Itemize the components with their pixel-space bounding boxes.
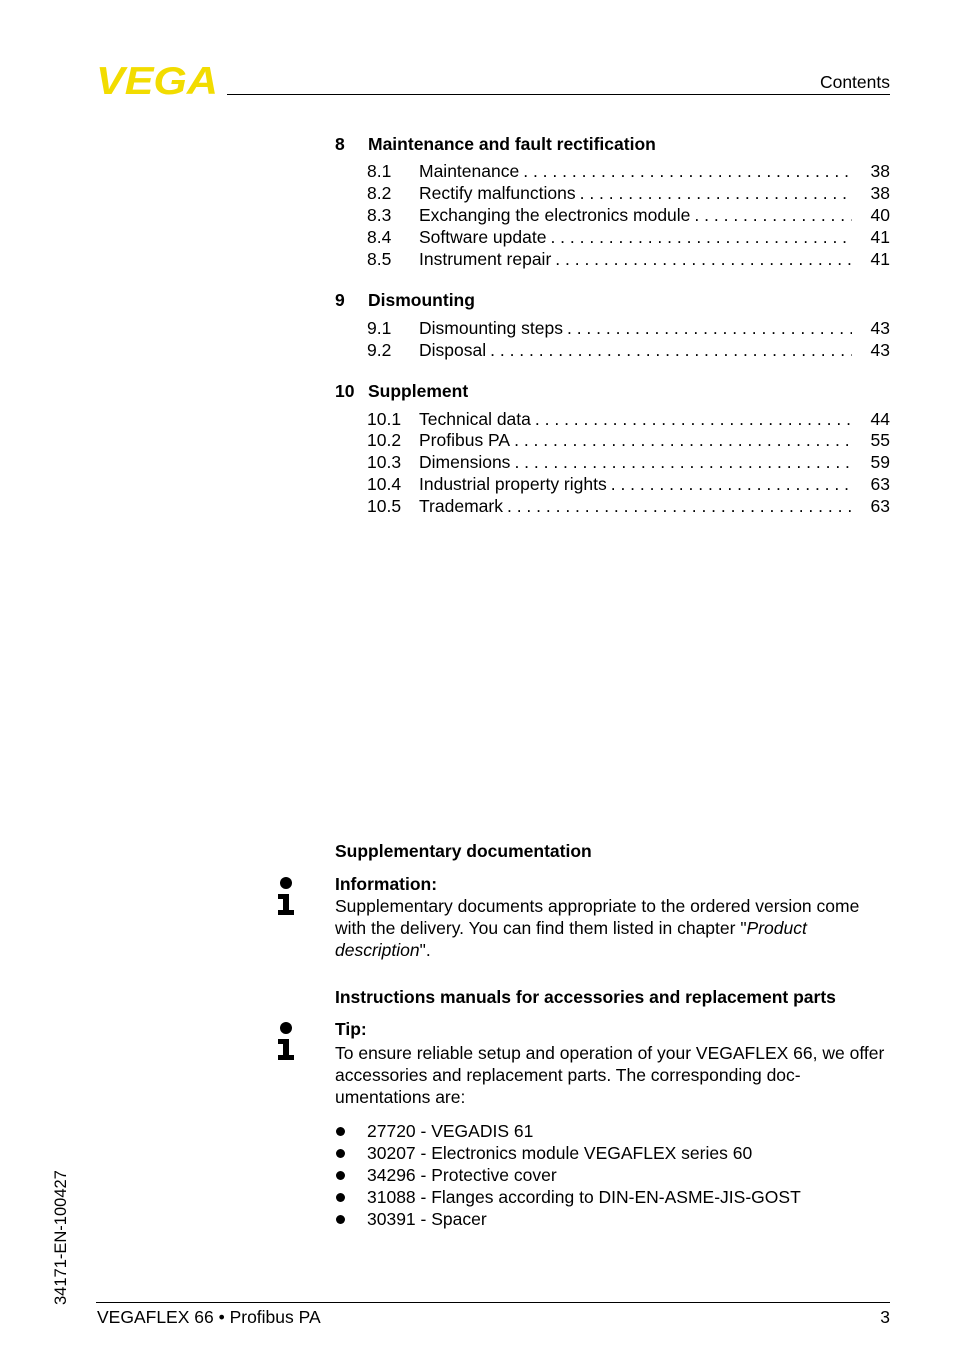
toc-entry-title: Profibus PA — [419, 430, 514, 451]
toc-entry-title: Industrial property rights — [419, 474, 611, 495]
page-number: 3 — [880, 1307, 890, 1327]
header-section-title: Contents — [819, 72, 890, 92]
toc-entry-number: 9.1 — [367, 318, 392, 338]
list-item — [335, 1120, 890, 1142]
info-text-chapter: Product description — [335, 918, 807, 960]
vega-logo — [96, 62, 220, 98]
toc-leader-dots — [611, 474, 852, 495]
toc-entry-page: 44 — [870, 409, 890, 429]
toc-entry-title: Instrument repair — [419, 249, 555, 270]
toc-leader-dots — [490, 340, 852, 361]
toc-entry-number: 10.5 — [367, 496, 402, 516]
bullet-icon — [336, 1171, 345, 1180]
toc-leader-dots — [694, 205, 852, 226]
toc-entry-title: Rectify malfunctions — [419, 183, 580, 204]
info-text — [335, 895, 890, 961]
instructions-heading: Instructions manuals for accessories and replacement parts — [335, 987, 836, 1007]
bullet-icon — [336, 1127, 345, 1136]
toc-entry[interactable] — [367, 496, 890, 518]
toc-section-title: Maintenance and fault rectification — [368, 134, 656, 154]
toc-entry[interactable] — [367, 249, 890, 271]
toc-section-number: 10 — [335, 381, 355, 401]
tip-label: Tip: — [335, 1019, 367, 1039]
toc-section-number: 9 — [335, 290, 345, 310]
info-text-part: ". — [419, 940, 431, 960]
toc-entry[interactable] — [367, 318, 890, 340]
info-text-part: Supplementary documents appropriate to the ordered version come with the delivery. You can find them listed in chapter " — [335, 896, 860, 938]
toc-leader-dots — [514, 430, 852, 451]
toc-entry-title: Technical data — [419, 409, 535, 430]
toc-leader-dots — [535, 409, 852, 430]
toc-entry-title: Dismounting steps — [419, 318, 567, 339]
bullet-icon — [336, 1193, 345, 1202]
supplementary-heading: Supplementary documentation — [335, 841, 592, 861]
list-item-text: 30207 - Electronics module VEGAFLEX series 60 — [367, 1143, 753, 1163]
toc-entry-title: Maintenance — [419, 161, 523, 182]
toc-leader-dots — [514, 452, 852, 473]
toc-entry-page: 38 — [870, 161, 890, 181]
toc-entry[interactable] — [367, 340, 890, 362]
document-number: 34171-EN-100427 — [52, 1170, 70, 1305]
list-item-text: 31088 - Flanges according to DIN-EN-ASME-JIS-GOST — [367, 1187, 801, 1207]
toc-leader-dots — [567, 318, 852, 339]
tip-icon — [277, 1022, 295, 1062]
toc-entry-page: 43 — [870, 340, 890, 360]
toc-entry-number: 8.2 — [367, 183, 392, 203]
toc-entry-page: 59 — [870, 452, 890, 472]
toc-entry[interactable] — [367, 430, 890, 452]
toc-entry-number: 8.4 — [367, 227, 392, 247]
toc-entry[interactable] — [367, 161, 890, 183]
accessory-list — [335, 1120, 890, 1230]
list-item-text: 34296 - Protective cover — [367, 1165, 557, 1185]
footer-rule — [96, 1302, 890, 1303]
list-item — [335, 1164, 890, 1186]
toc-leader-dots — [580, 183, 852, 204]
info-icon — [277, 877, 295, 917]
toc-entry-number: 10.4 — [367, 474, 402, 494]
toc-entry-number: 8.3 — [367, 205, 392, 225]
info-label: Information: — [335, 874, 438, 894]
toc-entry-page: 40 — [870, 205, 890, 225]
toc-entry-title: Software update — [419, 227, 550, 248]
bullet-icon — [336, 1215, 345, 1224]
toc-entry-title: Disposal — [419, 340, 490, 361]
toc-leader-dots — [507, 496, 852, 517]
toc-entry-page: 38 — [870, 183, 890, 203]
toc-entry-page: 43 — [870, 318, 890, 338]
bullet-icon — [336, 1149, 345, 1158]
toc-entry[interactable] — [367, 205, 890, 227]
footer-product: VEGAFLEX 66 • Profibus PA — [97, 1307, 321, 1327]
toc-entry[interactable] — [367, 452, 890, 474]
toc-section-title: Dismounting — [368, 290, 475, 310]
toc-entry-page: 41 — [870, 227, 890, 247]
list-item — [335, 1186, 890, 1208]
toc-entry[interactable] — [367, 183, 890, 205]
toc-section-title: Supplement — [368, 381, 469, 401]
list-item — [335, 1142, 890, 1164]
toc-entry-page: 41 — [870, 249, 890, 269]
toc-entry-title: Exchanging the electronics module — [419, 205, 694, 226]
toc-entry-page: 55 — [870, 430, 890, 450]
toc-entry-number: 8.1 — [367, 161, 392, 181]
toc-leader-dots — [555, 249, 852, 270]
toc-entry-page: 63 — [870, 474, 890, 494]
toc-entry-page: 63 — [870, 496, 890, 516]
toc-entry-title: Trademark — [419, 496, 507, 517]
toc-leader-dots — [523, 161, 852, 182]
toc-entry-number: 10.2 — [367, 430, 402, 450]
toc-entry-number: 9.2 — [367, 340, 392, 360]
header-rule — [227, 94, 890, 95]
list-item-text: 30391 - Spacer — [367, 1209, 487, 1229]
toc-entry[interactable] — [367, 474, 890, 496]
logo-text: VEGA — [96, 62, 218, 98]
tip-text: To ensure reliable setup and operation of your VEGAFLEX 66, we offer accessories and replacement parts. The corresponding doc-umentations are: — [335, 1043, 885, 1107]
toc-entry[interactable] — [367, 409, 890, 431]
list-item-text: 27720 - VEGADIS 61 — [367, 1121, 534, 1141]
toc-leader-dots — [550, 227, 852, 248]
toc-section-number: 8 — [335, 134, 345, 154]
toc-entry-number: 10.1 — [367, 409, 402, 429]
toc-entry-number: 10.3 — [367, 452, 402, 472]
list-item — [335, 1208, 890, 1230]
toc-entry-number: 8.5 — [367, 249, 392, 269]
toc-entry-title: Dimensions — [419, 452, 514, 473]
toc-entry[interactable] — [367, 227, 890, 249]
